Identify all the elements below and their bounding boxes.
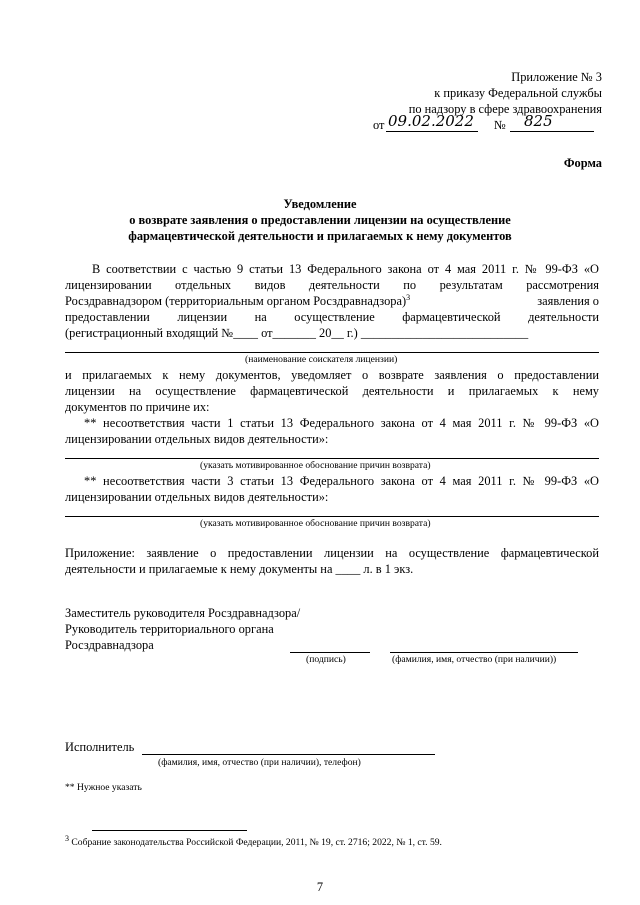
handwritten-date: 09.02.2022: [388, 112, 474, 130]
appendix-number: Приложение № 3: [511, 70, 602, 84]
number-label: №: [494, 118, 506, 132]
reason-2-line-2: лицензировании отдельных видов деятельности»:: [65, 490, 329, 504]
attachment-line-2: деятельности и прилагаемые к нему документы на ____ л. в 1 экз.: [65, 562, 414, 576]
signer-title-line-3: Росздравнадзора: [65, 638, 154, 652]
handwritten-number: 825: [524, 112, 553, 130]
footnote: [65, 833, 442, 848]
signature-line: [290, 652, 370, 653]
reason-1-line: [65, 458, 599, 459]
registration-line: (регистрационный входящий №____ от_______ 20__ г.) ___________________________: [65, 326, 529, 340]
reason-1-line-2: лицензировании отдельных видов деятельности»:: [65, 432, 329, 446]
executor-caption: (фамилия, имя, отчество (при наличии), телефон): [158, 757, 361, 768]
paragraph-1-line-3-text: Росздравнадзором (территориальным органом Росздравнадзора)$^3$: [65, 292, 411, 308]
page-number: 7: [316, 880, 324, 894]
paragraph-2-line-2: лицензии на осуществление фармацевтической деятельности и прилагаемых к нему: [65, 384, 599, 398]
order-reference: к приказу Федеральной службы: [434, 86, 602, 100]
paragraph-1-line-1: В соответствии с частью 9 статьи 13 Федерального закона от 4 мая 2011 г. № 99-ФЗ «О: [92, 262, 599, 276]
applicant-caption: (наименование соискателя лицензии): [245, 354, 398, 365]
paragraph-1-line-3: [65, 294, 599, 309]
form-label: Форма: [563, 156, 602, 170]
signature-caption: (подпись): [306, 654, 346, 665]
number-underline: [510, 131, 594, 132]
title-line-1: Уведомление: [283, 197, 357, 211]
note: ** Нужное указать: [65, 782, 142, 793]
footnote-separator: [92, 830, 247, 831]
executor-line: [142, 754, 435, 755]
signer-name-line: [390, 652, 578, 653]
title-line-3: фармацевтической деятельности и прилагаемых к нему документов: [128, 229, 512, 243]
paragraph-2-line-1: и прилагаемых к нему документов, уведомляет о возврате заявления о предоставлении: [65, 368, 599, 382]
signer-title-line-2: Руководитель территориального органа: [65, 622, 274, 636]
title-line-2: о возврате заявления о предоставлении лицензии на осуществление: [129, 213, 511, 227]
reason-2-caption: (указать мотивированное обоснование причин возврата): [200, 518, 431, 529]
date-prefix: от: [373, 118, 385, 132]
reason-1-caption: (указать мотивированное обоснование причин возврата): [200, 460, 431, 471]
paragraph-2-line-3: документов по причине их:: [65, 400, 210, 414]
footnote-text: Собрание законодательства Российской Федерации, 2011, № 19, ст. 2716; 2022, № 1, ст. 59.: [71, 837, 442, 848]
reason-2-line-1: ** несоответствия части 3 статьи 13 Федерального закона от 4 мая 2011 г. № 99-ФЗ «О: [84, 474, 599, 488]
signer-title-line-1: Заместитель руководителя Росздравнадзора/: [65, 606, 301, 620]
footnote-mark: 3: [65, 833, 69, 843]
applicant-name-line: [65, 352, 599, 353]
reason-1-line-1: ** несоответствия части 1 статьи 13 Федерального закона от 4 мая 2011 г. № 99-ФЗ «О: [84, 416, 599, 430]
reason-2-line: [65, 516, 599, 517]
agency-name: по надзору в сфере здравоохранения: [408, 102, 602, 116]
executor-label: Исполнитель: [65, 740, 135, 754]
signer-name-caption: (фамилия, имя, отчество (при наличии)): [392, 654, 557, 665]
paragraph-1-line-2: лицензировании отдельных видов деятельности по результатам рассмотрения: [65, 278, 599, 292]
paragraph-1-line-4: предоставлении лицензии на осуществление фармацевтической деятельности: [65, 310, 599, 324]
date-underline: [386, 131, 478, 132]
paragraph-1-line-3-tail: заявления о: [537, 294, 599, 308]
attachment-line-1: Приложение: заявление о предоставлении лицензии на осуществление фармацевтической: [65, 546, 599, 560]
